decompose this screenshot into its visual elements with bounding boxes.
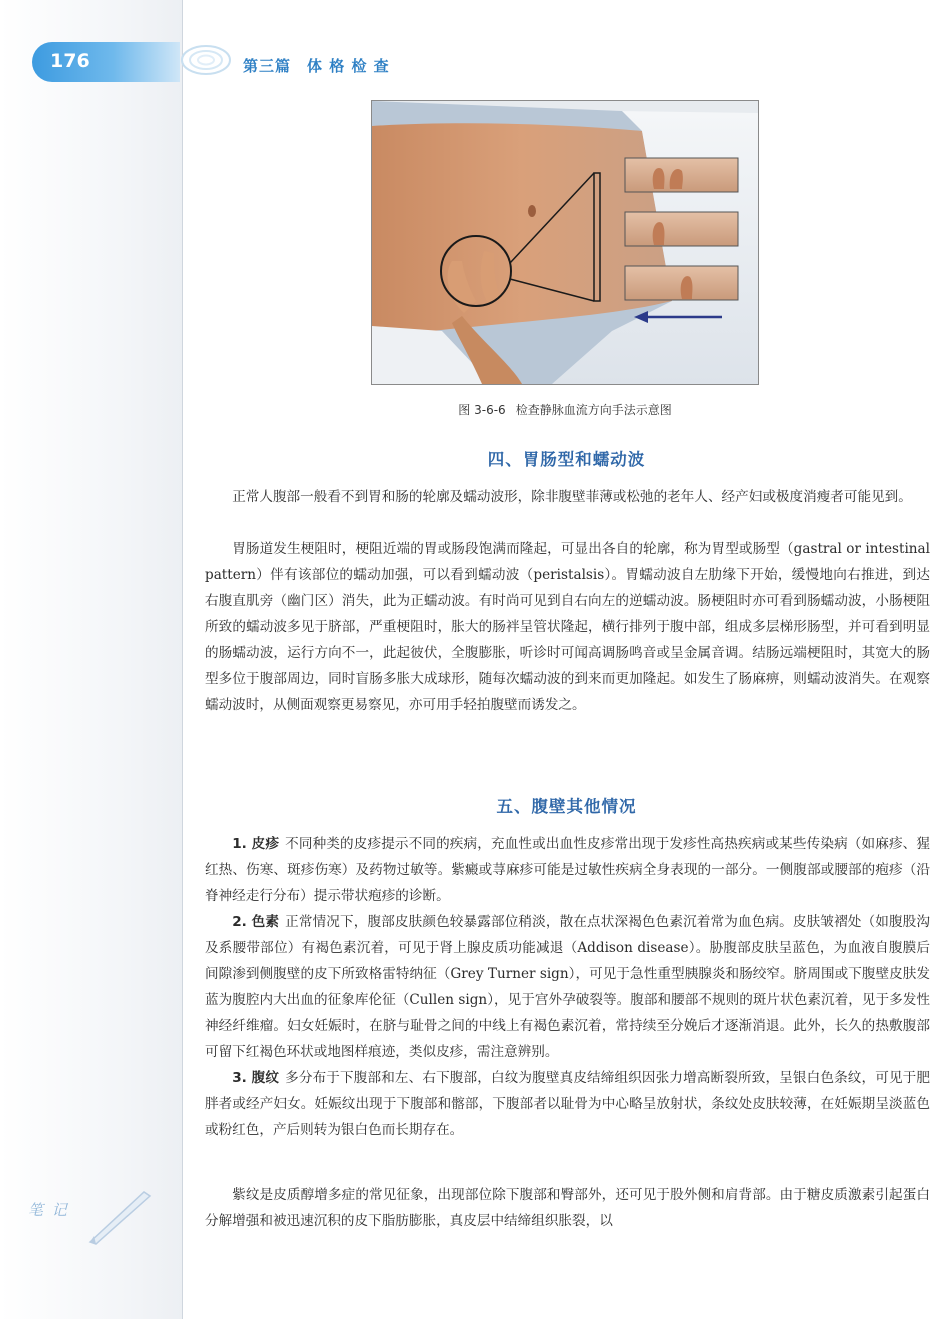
item-text: 不同种类的皮疹提示不同的疾病，充血性或出血性皮疹常出现于发疹性高热疾病或某些传染病（如麻疹、猩红热、伤寒、斑疹伤寒）及药物过敏等。紫癜或荨麻疹可能是过敏性疾病全身表现的一部分。一侧腹部或腰部的疱疹（沿脊神经走行分布）提示带状疱疹的诊断。 (205, 836, 930, 904)
section-heading-4: 四、胃肠型和蠕动波 (487, 450, 646, 469)
paragraph-block (205, 484, 930, 510)
paragraph: 胃肠道发生梗阻时，梗阻近端的胃或肠段饱满而隆起，可显出各自的轮廓，称为胃型或肠型（gastral or intestinal pattern）伴有该部位的蠕动加强，可以看到蠕动波（peristalsis）。胃蠕动波自左肋缘下开始，缓慢地向右推进，到达右腹直肌旁（幽门区）消失，此为正蠕动波。有时尚可见到自右向左的逆蠕动波。肠梗阻时亦可看到肠蠕动波，小肠梗阻所致的蠕动波多见于脐部，严重梗阻时，胀大的肠袢呈管状隆起，横行排列于腹中部，组成多层梯形肠型，并可看到明显的肠蠕动波，运行方向不一，此起彼伏，全腹膨胀，听诊时可闻高调肠鸣音或呈金属音调。结肠远端梗阻时，其宽大的肠型多位于腹部周边，同时盲肠多胀大成球形，随每次蠕动波的到来而更加隆起。如发生了肠麻痹，则蠕动波消失。在观察蠕动波时，从侧面观察更易察见，亦可用手轻拍腹壁而诱发之。 (205, 541, 930, 713)
paragraph-block (205, 536, 930, 718)
paragraph-block (205, 1182, 930, 1234)
margin-strip (0, 0, 183, 1319)
running-header-title: 体 格 检 查 (307, 57, 390, 75)
list-item (205, 1065, 930, 1143)
section-heading-5: 五、腹壁其他情况 (496, 797, 637, 816)
swirl-ornament-icon (176, 38, 236, 82)
list-item (205, 909, 930, 1065)
paragraph: 紫纹是皮质醇增多症的常见征象，出现部位除下腹部和臀部外，还可见于股外侧和肩背部。由于糖皮质激素引起蛋白分解增强和被迅速沉积的皮下脂肪膨胀，真皮层中结缔组织胀裂，以 (205, 1187, 930, 1229)
margin-note-label: 笔 记 (28, 1201, 69, 1219)
figure-label: 图 3-6-6 (458, 403, 506, 417)
pen-icon (84, 1186, 154, 1246)
paragraph: 正常人腹部一般看不到胃和肠的轮廓及蠕动波形，除非腹壁菲薄或松弛的老年人、经产妇或极度消瘦者可能见到。 (232, 489, 912, 505)
item-text: 多分布于下腹部和左、右下腹部，白纹为腹壁真皮结缔组织因张力增高断裂所致，呈银白色条纹，可见于肥胖者或经产妇女。妊娠纹出现于下腹部和髂部，下腹部者以耻骨为中心略呈放射状，条纹处皮肤较薄，在妊娠期呈淡蓝色或粉红色，产后则转为银白色而长期存在。 (205, 1070, 930, 1138)
item-term: 2. 色素 (232, 914, 280, 930)
figure-caption-text: 检查静脉血流方向手法示意图 (515, 403, 672, 417)
items-block (205, 831, 930, 1143)
running-header (243, 55, 390, 76)
item-term: 1. 皮疹 (232, 836, 280, 852)
exam-photo (371, 100, 759, 385)
running-header-part: 第三篇 (243, 57, 292, 75)
item-term: 3. 腹纹 (232, 1070, 280, 1086)
page-number: 176 (50, 50, 90, 72)
exam-photo-drawing (372, 101, 758, 384)
list-item (205, 831, 930, 909)
item-text: 正常情况下，腹部皮肤颜色较暴露部位稍淡，散在点状深褐色色素沉着常为血色病。皮肤皱褶处（如腹股沟及系腰带部位）有褐色素沉着，可见于肾上腺皮质功能减退（Addison disease）。胁腹部皮肤呈蓝色，为血液自腹膜后间隙渗到侧腹壁的皮下所致格雷特纳征（Grey Turner sign），可见于急性重型胰腺炎和肠绞窄。脐周围或下腹壁皮肤发蓝为腹腔内大出血的征象库伦征（Cullen sign），见于宫外孕破裂等。腹部和腰部不规则的斑片状色素沉着，见于多发性神经纤维瘤。妇女妊娠时，在脐与耻骨之间的中线上有褐色素沉着，常持续至分娩后才逐渐消退。此外，长久的热敷腹部可留下红褐色环状或地图样痕迹，类似皮疹，需注意辨别。 (205, 914, 930, 1060)
margin-rule (182, 0, 183, 1319)
figure-caption (0, 401, 950, 418)
